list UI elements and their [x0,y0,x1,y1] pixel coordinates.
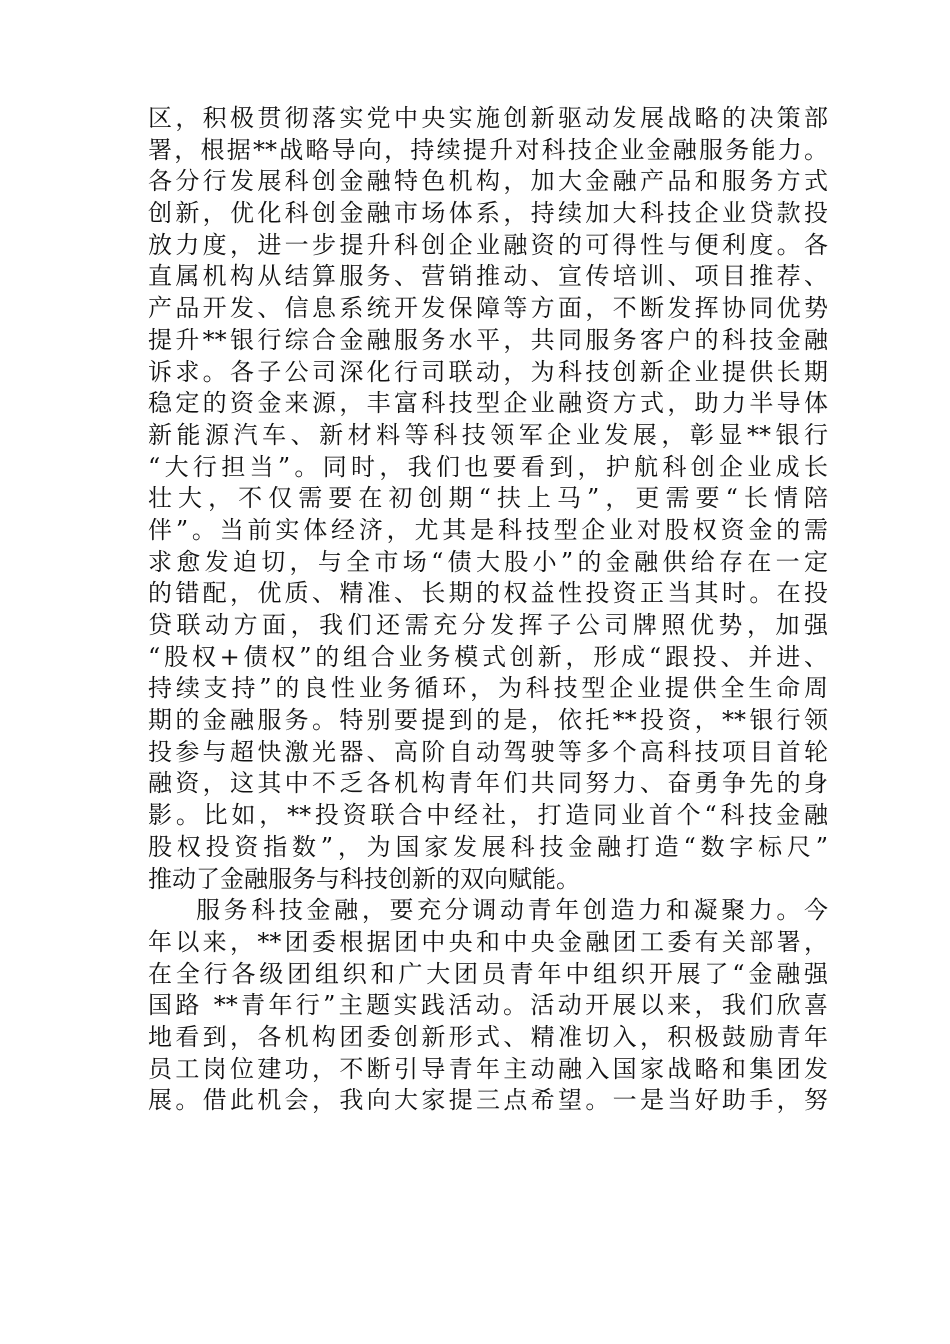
text-line: 员工岗位建功，不断引导青年主动融入国家战略和集团发 [148,1054,828,1083]
text-line: 稳定的资金来源，丰富科技型企业融资方式，助力半导体 [148,389,828,418]
text-line: 求愈发迫切，与全市场“债大股小”的金融供给存在一定 [148,547,828,576]
text-line: 年以来，**团委根据团中央和中央金融团工委有关部署， [148,927,828,956]
paragraph-end-line: 推动了金融服务与科技创新的双向赋能。 [148,864,580,893]
text-line: 直属机构从结算服务、营销推动、宣传培训、项目推荐、 [148,262,828,291]
text-line: 地看到，各机构团委创新形式、精准切入，积极鼓励青年 [148,1022,828,1051]
text-line: 新能源汽车、新材料等科技领军企业发展，彰显**银行 [148,420,828,449]
text-line: 期的金融服务。特别要提到的是，依托**投资，**银行领 [148,706,828,735]
text-line: 持续支持”的良性业务循环，为科技型企业提供全生命周 [148,674,828,703]
text-line: 伴”。当前实体经济，尤其是科技型企业对股权资金的需 [148,515,828,544]
text-line: “股权+债权”的组合业务模式创新，形成“跟投、并进、 [148,642,828,671]
text-line: 诉求。各子公司深化行司联动，为科技创新企业提供长期 [148,357,828,386]
text-line: 展。借此机会，我向大家提三点希望。一是当好助手，努 [148,1086,828,1115]
text-line: 区，积极贯彻落实党中央实施创新驱动发展战略的决策部 [148,104,828,132]
text-line: 各分行发展科创金融特色机构，加大金融产品和服务方式 [148,167,828,196]
text-line: 提升**银行综合金融服务水平，共同服务客户的科技金融 [148,325,828,354]
text-line: 影。比如，**投资联合中经社，打造同业首个“科技金融 [148,801,828,830]
text-line: 产品开发、信息系统开发保障等方面，不断发挥协同优势 [148,294,828,323]
text-line: 在全行各级团组织和广大团员青年中组织开展了“金融强 [148,959,828,988]
text-line: 创新，优化科创金融市场体系，持续加大科技企业贷款投 [148,199,828,228]
text-line: 贷联动方面，我们还需充分发挥子公司牌照优势，加强 [148,611,828,639]
text-line: “大行担当”。同时，我们也要看到，护航科创企业成长 [148,452,828,481]
text-line: 投参与超快激光器、高阶自动驾驶等多个高科技项目首轮 [148,737,828,766]
text-line: 放力度，进一步提升科创企业融资的可得性与便利度。各 [148,230,828,259]
text-line: 国路 **青年行”主题实践活动。活动开展以来，我们欣喜 [148,991,828,1020]
text-line: 的错配，优质、精准、长期的权益性投资正当其时。在投 [148,579,828,608]
text-line: 壮大，不仅需要在初创期“扶上马”，更需要“长情陪 [148,484,828,513]
text-line: 融资，这其中不乏各机构青年们共同努力、奋勇争先的身 [148,769,828,798]
paragraph-start-line: 服务科技金融，要充分调动青年创造力和凝聚力。今 [196,896,828,925]
body-text [148,103,828,1117]
text-line: 股权投资指数”，为国家发展科技金融打造“数字标尺” [148,832,828,861]
text-line: 署，根据**战略导向，持续提升对科技企业金融服务能力。 [148,135,828,164]
